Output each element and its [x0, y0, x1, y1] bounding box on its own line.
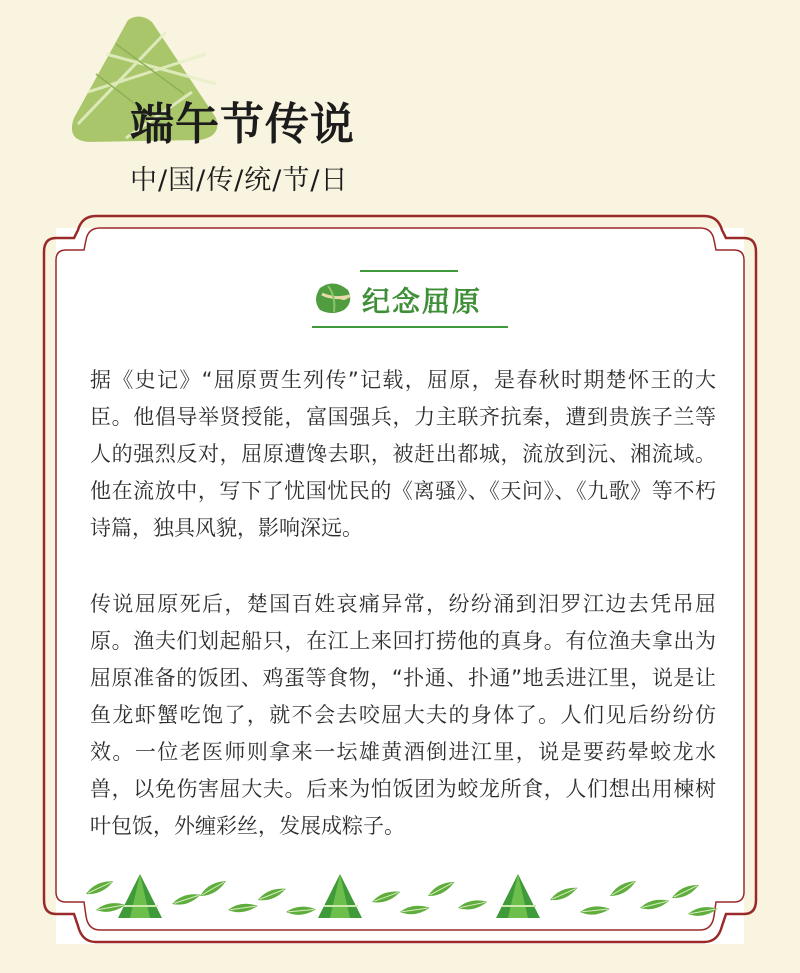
page-subtitle: 中/国/传/统/节/日	[130, 165, 349, 196]
heading-top-line	[360, 270, 458, 272]
section-heading	[312, 268, 508, 330]
paragraph-zongzi-legend: 传说屈原死后，楚国百姓哀痛异常，纷纷涌到汨罗江边去凭吊屈原。渔夫们划起船只，在江上来回打捞他的真身。有位渔夫拿出为屈原准备的饭团、鸡蛋等食物，“扑通、扑通”地丢进江里，说是让鱼龙虾蟹吃饱了，就不会去咬屈大夫的身体了。人们见后纷纷仿效。一位老医师则拿来一坛雄黄酒倒进江里，说是要药晕蛟龙水兽，以免伤害屈大夫。后来为怕饭团为蛟龙所食，人们想出用楝树叶包饭，外缠彩丝，发展成粽子。	[90, 592, 716, 838]
heading-bottom-line	[312, 326, 508, 328]
page-title: 端午节传说	[130, 99, 355, 150]
paragraph-quyuan-biography: 据《史记》“屈原贾生列传”记载，屈原，是春秋时期楚怀王的大臣。他倡导举贤授能，富国强兵，力主联齐抗秦，遭到贵族子兰等人的强烈反对，屈原遭馋去职，被赶出都城，流放到沅、湘流域。他在流放中，写下了忧国忧民的《离骚》、《天问》、《九歌》等不朽诗篇，独具风貌，影响深远。	[90, 368, 716, 540]
bamboo-leaves-zongzi-decoration	[82, 866, 718, 926]
section-title: 纪念屈原	[362, 285, 483, 318]
page-header	[0, 0, 800, 210]
zongzi-icon	[314, 280, 354, 316]
